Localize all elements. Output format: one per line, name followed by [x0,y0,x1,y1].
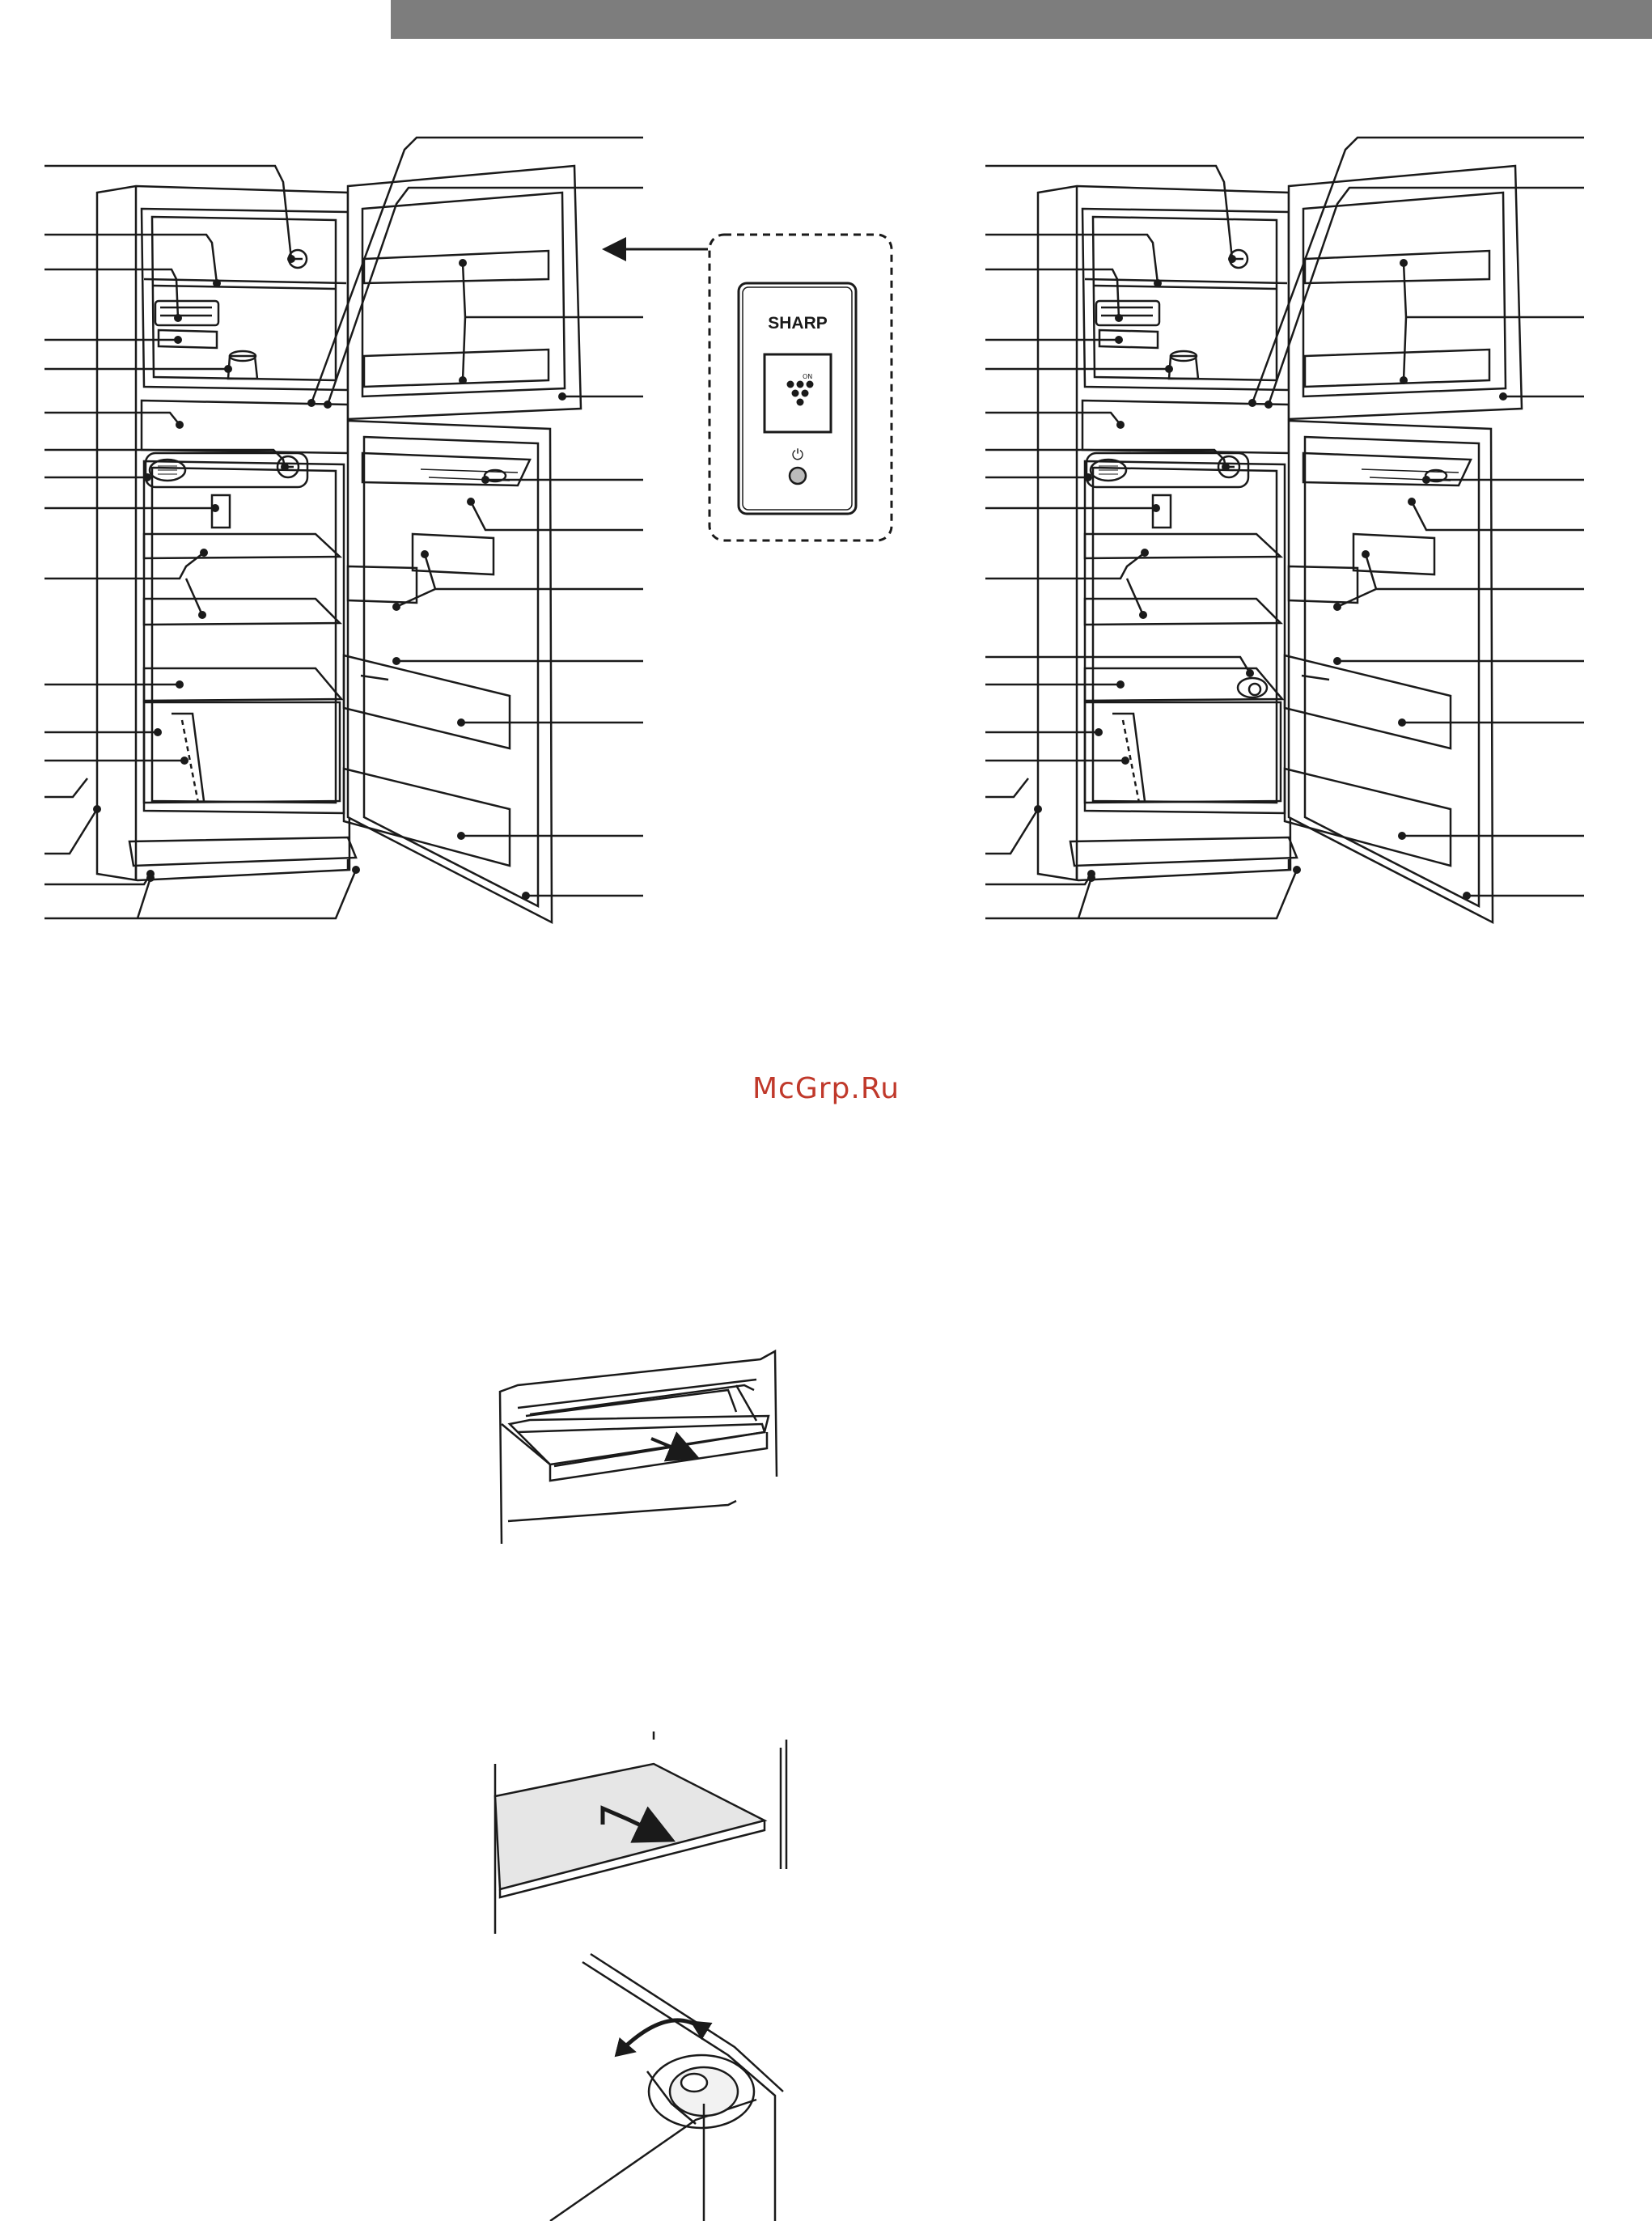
refrigerator-diagram-left [44,138,643,922]
power-symbol-icon: ⏻ [791,447,804,464]
control-panel-callout [607,235,892,540]
watermark-text: McGrp.Ru [752,1072,900,1105]
humidity-dial-illustration [550,1954,783,2221]
power-button[interactable] [790,468,806,484]
brand-logo: SHARP [768,314,828,333]
chiller-drawer-illustration [500,1351,777,1544]
ion-on-label: ON [803,373,813,380]
refrigerator-diagram-right [985,138,1584,922]
glass-shelf-illustration [495,1731,786,1934]
rotate-arrows-icon [623,2020,700,2049]
